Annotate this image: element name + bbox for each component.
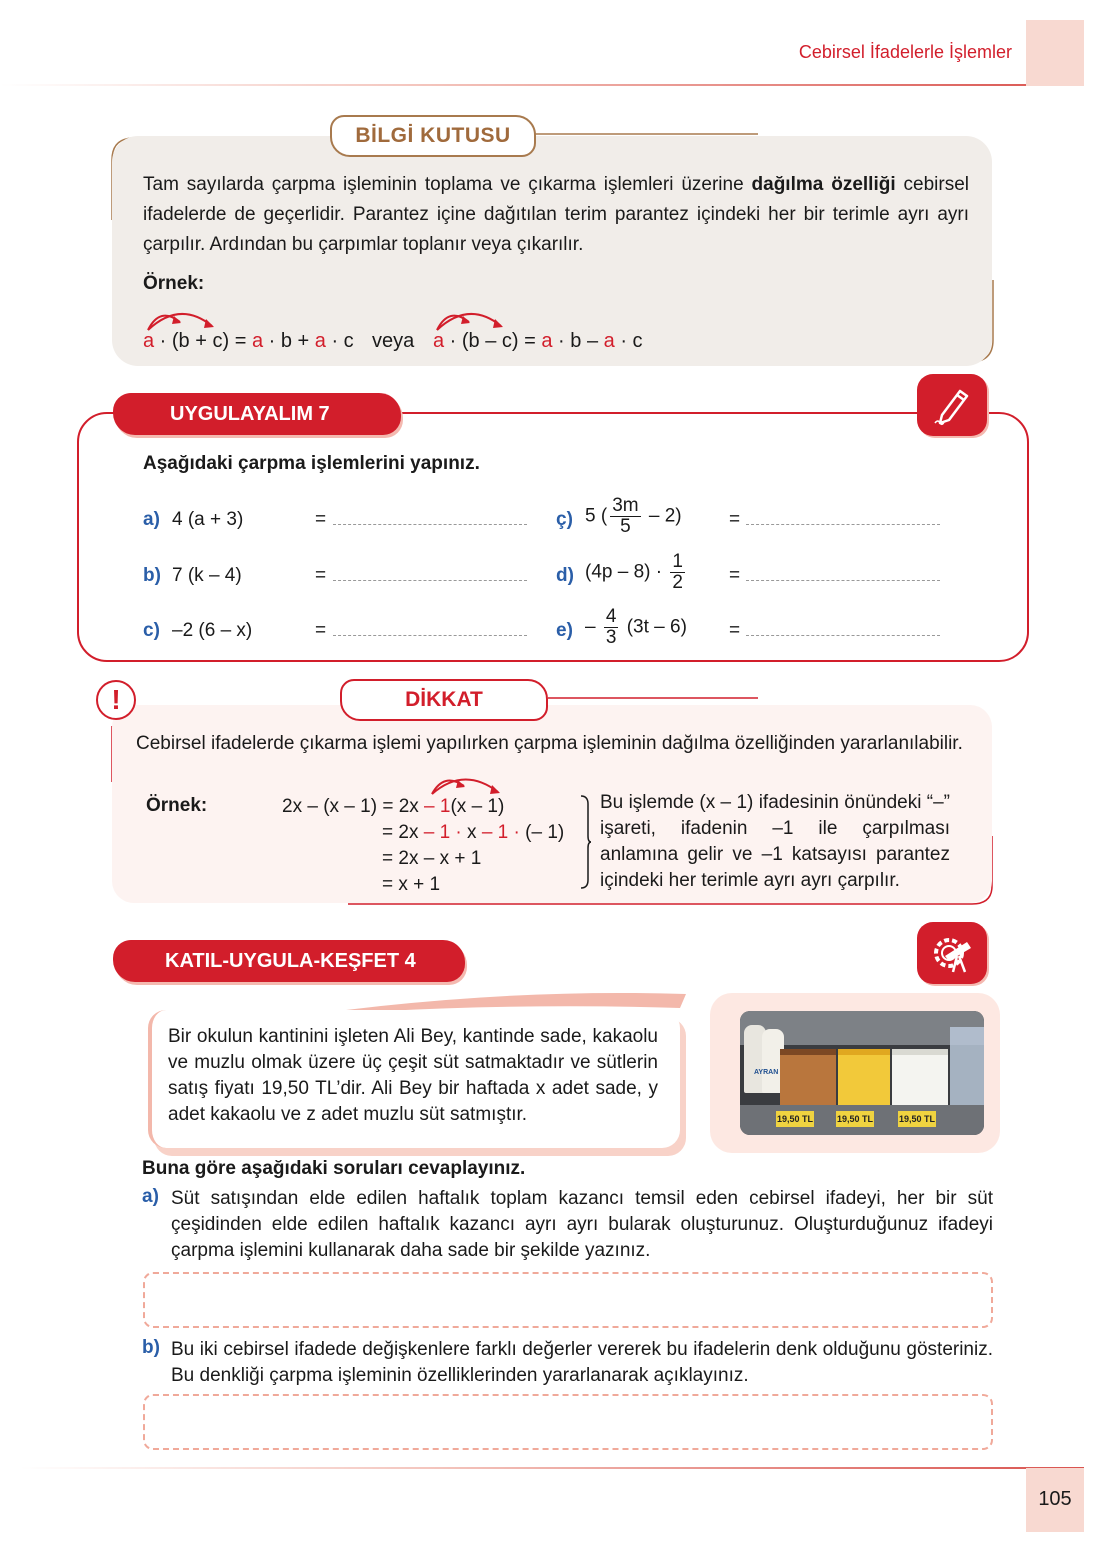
item-c-answer-line[interactable] [333,634,527,636]
uygulayalim-label: UYGULAYALIM 7 [113,393,401,435]
footer-rule [20,1467,1084,1469]
item-a-eq: = [315,509,327,530]
item-e-expr: – $\frac{4}{3}$ (3t – 6) [585,606,687,648]
item-e-label: e) [556,620,573,641]
bilgi-example-label: Örnek: [143,273,205,294]
telescope-gear-icon [917,922,987,984]
page-number: 105 [1038,1488,1072,1510]
dikkat-text: Cebirsel ifadelerde çıkarma işlemi yapılırken çarpma işleminin dağılma özelliğinden yararlanılabilir. [136,733,963,754]
item-e-answer-line[interactable] [746,634,940,636]
item-b-eq: = [315,565,327,586]
item-c-expr: –2 (6 – x) [172,620,253,641]
question-b-text: Bu iki cebirsel ifadede değişkenlere farklı değerler vererek bu ifadelerin denk olduğunu gösteriniz. Bu denkliği çarpma işleminin özelliklerinden yararlanarak açıklayınız. [171,1339,993,1386]
step-4: = x + 1 [382,874,441,895]
dikkat-label: DİKKAT [340,679,548,721]
item-b-label: b) [143,565,161,586]
pencil-icon [917,374,987,436]
item-c-label: c) [143,620,160,641]
fraction: $\frac{4}{3}$ [605,606,617,648]
fraction: $\frac{1}{2}$ [672,551,683,593]
dikkat-example-label: Örnek: [146,795,208,816]
katil-label: KATIL-UYGULA-KEŞFET 4 [113,940,465,982]
header-tab [1026,20,1084,86]
item-d-label: d) [556,565,574,586]
item-a-answer-line[interactable] [333,523,527,525]
item-c-cedilla-label: ç) [556,509,573,530]
formula-subtraction: a · (b – c) = a · b – a · c [433,330,643,352]
item-d-answer-line[interactable] [746,579,940,581]
bilgi-label: BİLGİ KUTUSU [330,115,536,157]
step-3: = 2x – x + 1 [382,848,482,869]
uygulayalim-instruction: Aşağıdaki çarpma işlemlerini yapınız. [143,453,480,474]
warning-icon: ! [96,680,136,720]
questions-heading: Buna göre aşağıdaki soruları cevaplayınız. [142,1158,526,1179]
price-tag: 19,50 TL [898,1111,936,1127]
item-b-expr: 7 (k – 4) [172,565,242,586]
item-b-answer-line[interactable] [333,579,527,581]
fraction: $\frac{3m}{5}$ [612,495,639,537]
chapter-title: Cebirsel İfadelerle İşlemler [798,42,1012,62]
item-d-expr: (4p – 8) · $\frac{1}{2}$ [585,551,683,593]
dikkat-note: Bu işlemde (x – 1) ifadesinin önündeki “–” işareti, ifadenin –1 ile çarpılması anlamına gelir ve –1 katsayısı parantez içindeki her terimle ayrı ayrı çarpılır. [600,792,950,891]
question-a-label: a) [142,1186,159,1207]
answer-box-a[interactable] [143,1272,993,1328]
question-a-text: Süt satışından elde edilen haftalık toplam kazancı temsil eden cebirsel ifadeyi, her bir süt çeşidinden elde edilen haftalık kazancı ayrı ayrı bularak oluşturunuz. Oluşturduğunuz ifadeyi çarpma işlemini kullanarak daha sade bir şekilde yazınız. [171,1188,993,1261]
item-a-expr: 4 (a + 3) [172,509,244,530]
step-1: 2x – (x – 1) = 2x – 1(x – 1) [282,796,505,817]
price-tag: 19,50 TL [776,1111,814,1127]
formula-or: veya [372,330,415,352]
header-rule [0,84,1084,86]
formula-addition: a · (b + c) = a · b + a · c [143,330,354,352]
step-2: = 2x – 1 · x – 1 · (– 1) [382,822,565,843]
story-text: Bir okulun kantinini işleten Ali Bey, kantinde sade, kakaolu ve muzlu olmak üzere üç çeşit süt satmaktadır ve sütlerin satış fiyatı 19,50 TL’dir. Ali Bey bir haftada x adet sade, y adet kakaolu ve z adet muzlu süt satmıştır. [168,1026,658,1125]
item-c-cedilla-expr: 5 ( $\frac{3m}{5}$ – 2) [585,495,682,537]
item-a-label: a) [143,509,160,530]
item-e-eq: = [729,620,741,641]
ayran-brand-label: AYRAN [754,1069,779,1076]
answer-box-b[interactable] [143,1394,993,1450]
item-c-cedilla-answer-line[interactable] [746,523,940,525]
price-tag: 19,50 TL [836,1111,874,1127]
item-d-eq: = [729,565,741,586]
item-c-cedilla-eq: = [729,509,741,530]
milk-shelf-image [740,1011,984,1135]
question-b-label: b) [142,1337,160,1358]
bilgi-bold-term: dağılma özelliği [751,174,896,195]
bilgi-text: Tam sayılarda çarpma işleminin toplama ve çıkarma işlemleri üzerine dağılma özelliği cebirsel ifadelerde de geçerlidir. Parantez içine dağıtılan terim parantez içindeki her bir terimle ayrı ayrı çarpılır. Ardından bu çarpımlar toplanır veya çıkarılır. [143,174,969,255]
brace [578,794,592,890]
item-c-eq: = [315,620,327,641]
